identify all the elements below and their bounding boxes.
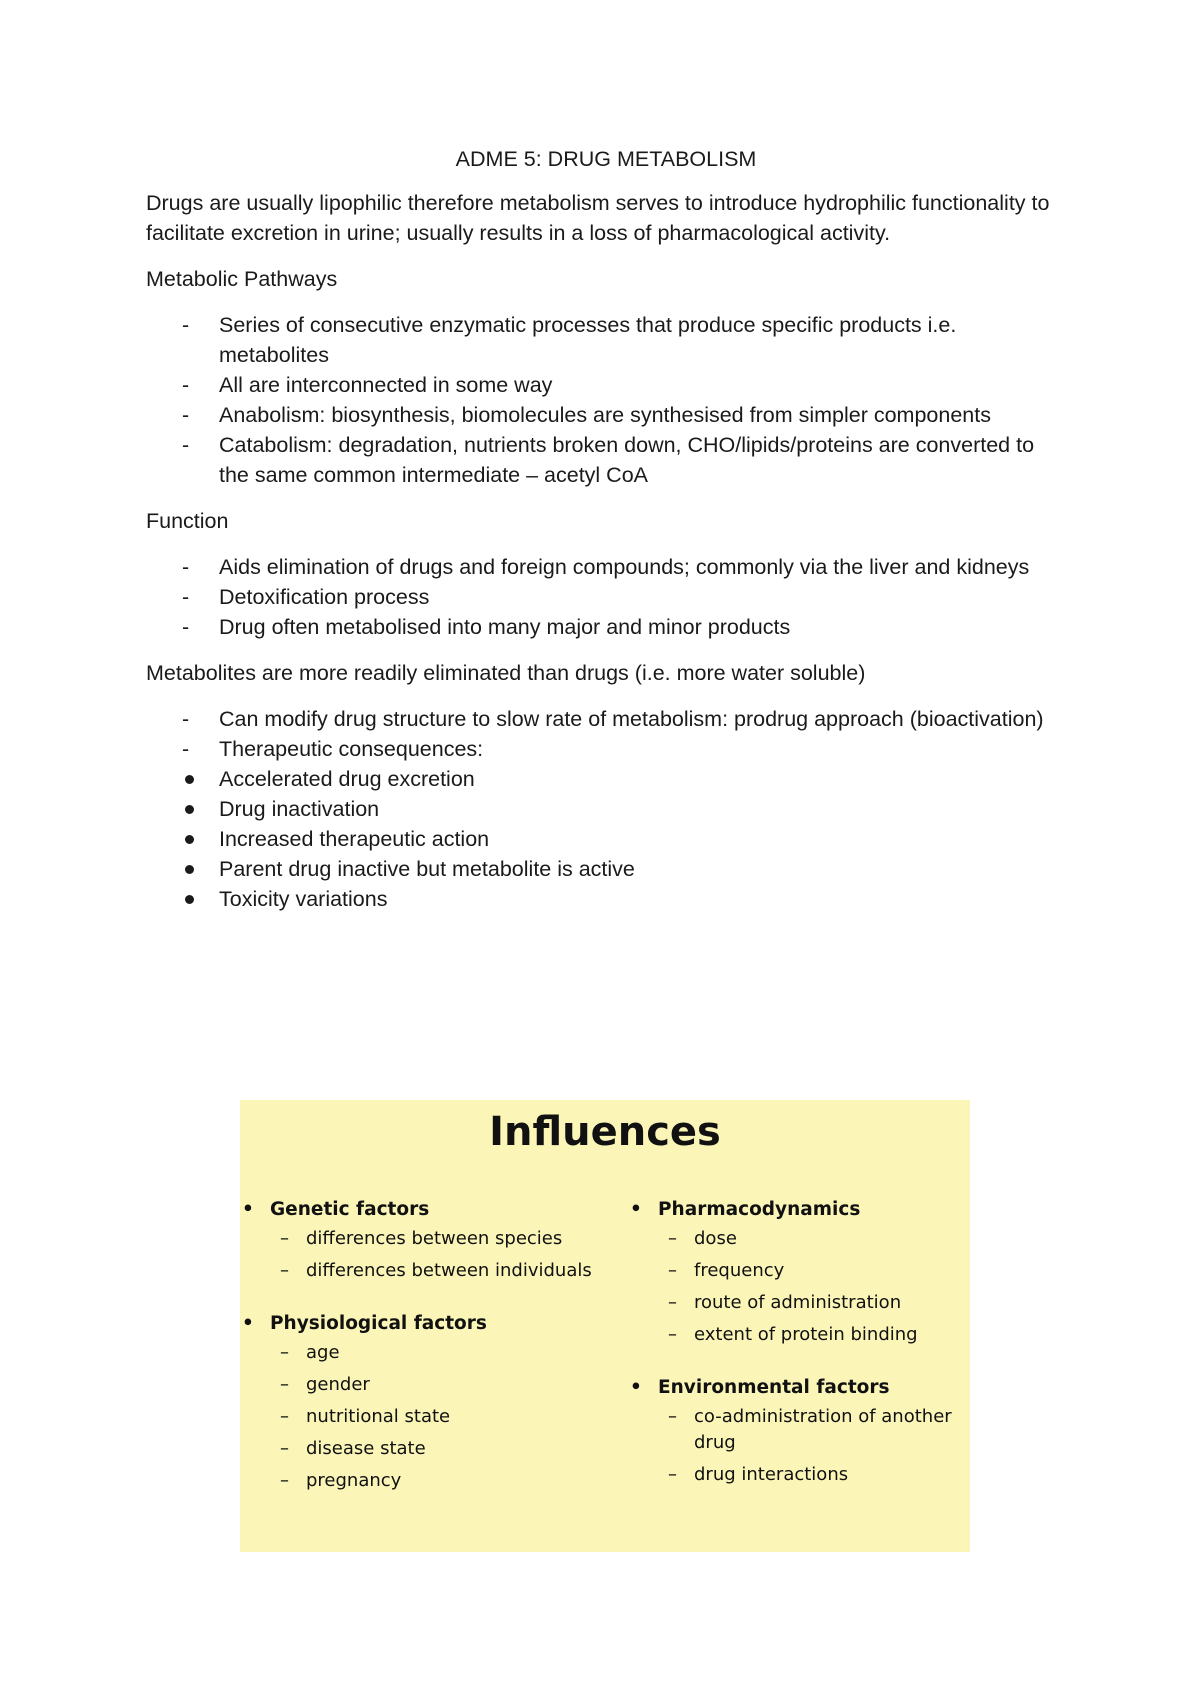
list-item-text: Drug often metabolised into many major and minor products <box>219 615 791 639</box>
list-item <box>219 884 1066 914</box>
group-heading <box>628 1374 968 1402</box>
list-item <box>146 552 1066 582</box>
dash-marker: – <box>280 1470 289 1491</box>
group-items <box>240 1340 620 1494</box>
dash-marker: - <box>182 555 190 579</box>
list-item-text: Aids elimination of drugs and foreign compounds; commonly via the liver and kidneys <box>219 555 1030 579</box>
physiological-factors-group <box>240 1310 620 1494</box>
list-item-text: pregnancy <box>306 1470 402 1491</box>
list-item <box>240 1436 620 1462</box>
dash-marker: - <box>182 585 190 609</box>
list-item <box>240 1340 620 1366</box>
list-item <box>240 1372 620 1398</box>
list-item <box>219 854 1066 884</box>
dash-marker: – <box>280 1438 289 1459</box>
group-heading-text: Environmental factors <box>658 1377 890 1398</box>
list-item <box>146 582 1066 612</box>
list-item <box>628 1290 968 1316</box>
dash-marker: – <box>280 1260 289 1281</box>
metabolic-pathways-list <box>146 310 1066 490</box>
list-item-text: Series of consecutive enzymatic processes that produce specific products i.e. metabolites <box>219 313 957 367</box>
document-title: ADME 5: DRUG METABOLISM <box>455 147 757 171</box>
dash-marker: – <box>668 1406 677 1427</box>
bullet-icon: • <box>630 1199 642 1220</box>
list-item <box>240 1404 620 1430</box>
list-item <box>146 612 1066 642</box>
dash-marker: – <box>668 1464 677 1485</box>
dash-marker: – <box>280 1228 289 1249</box>
dash-marker: - <box>182 707 190 731</box>
list-item <box>628 1322 968 1348</box>
environmental-factors-group <box>628 1374 968 1488</box>
slide-right-column <box>628 1196 968 1514</box>
dash-marker: - <box>182 313 190 337</box>
list-item-text: dose <box>694 1228 737 1249</box>
section-heading-function: Function <box>146 509 229 533</box>
dash-marker: – <box>280 1406 289 1427</box>
group-heading-text: Pharmacodynamics <box>658 1199 861 1220</box>
list-item <box>628 1258 968 1284</box>
list-item-text: Drug inactivation <box>219 797 380 821</box>
dash-marker: - <box>182 373 190 397</box>
pharmacodynamics-group <box>628 1196 968 1348</box>
list-item <box>240 1258 620 1284</box>
intro-paragraph: Drugs are usually lipophilic therefore metabolism serves to introduce hydrophilic functionality to facilitate excretion in urine; usually results in a loss of pharmacological activity. <box>146 191 1050 245</box>
dash-marker: – <box>668 1228 677 1249</box>
dash-marker: – <box>668 1292 677 1313</box>
list-item <box>146 400 1066 430</box>
list-item <box>219 764 1066 794</box>
list-item-text: Detoxification process <box>219 585 430 609</box>
list-item-text: age <box>306 1342 340 1363</box>
list-item-text: Can modify drug structure to slow rate of metabolism: prodrug approach (bioactivation) <box>219 707 1044 731</box>
dash-marker: – <box>668 1324 677 1345</box>
list-item-text: Increased therapeutic action <box>219 827 490 851</box>
list-item <box>240 1226 620 1252</box>
list-item-text: Accelerated drug excretion <box>219 767 475 791</box>
list-item-text: Parent drug inactive but metabolite is active <box>219 857 635 881</box>
list-item-text: nutritional state <box>306 1406 451 1427</box>
bullet-icon <box>185 775 194 784</box>
list-item <box>219 794 1066 824</box>
bullet-icon <box>185 865 194 874</box>
bullet-icon: • <box>630 1377 642 1398</box>
group-heading-text: Genetic factors <box>270 1199 430 1220</box>
list-item <box>146 734 1066 914</box>
list-item <box>628 1462 968 1488</box>
bullet-icon: • <box>242 1313 254 1334</box>
slide-left-column <box>240 1196 620 1520</box>
dash-marker: - <box>182 615 190 639</box>
document-body <box>146 144 1066 930</box>
bullet-icon <box>185 835 194 844</box>
list-item-text: Therapeutic consequences: <box>219 737 484 761</box>
dash-marker: - <box>182 433 190 457</box>
therapeutic-consequences-list <box>219 764 1066 914</box>
list-item-text: Anabolism: biosynthesis, biomolecules are synthesised from simpler components <box>219 403 991 427</box>
list-item-text: extent of protein binding <box>694 1324 918 1345</box>
list-item-text: co-administration of another drug <box>694 1406 952 1453</box>
section-heading-metabolic-pathways: Metabolic Pathways <box>146 267 338 291</box>
group-heading <box>240 1196 620 1224</box>
influences-slide-image <box>240 1100 970 1552</box>
group-heading <box>240 1310 620 1338</box>
section-heading-metabolites: Metabolites are more readily eliminated than drugs (i.e. more water soluble) <box>146 661 866 685</box>
bullet-icon <box>185 895 194 904</box>
list-item-text: disease state <box>306 1438 426 1459</box>
list-item <box>146 430 1066 490</box>
dash-marker: – <box>280 1342 289 1363</box>
group-heading-text: Physiological factors <box>270 1313 487 1334</box>
list-item <box>219 824 1066 854</box>
list-item <box>146 704 1066 734</box>
dash-marker: - <box>182 737 190 761</box>
slide-title: Influences <box>489 1109 721 1155</box>
list-item-text: route of administration <box>694 1292 902 1313</box>
list-item-text: differences between individuals <box>306 1260 592 1281</box>
list-item-text: differences between species <box>306 1228 563 1249</box>
list-item <box>628 1226 968 1252</box>
list-item-text: frequency <box>694 1260 785 1281</box>
dash-marker: - <box>182 403 190 427</box>
group-items <box>628 1404 968 1488</box>
list-item <box>628 1404 968 1456</box>
list-item-text: gender <box>306 1374 370 1395</box>
dash-marker: – <box>668 1260 677 1281</box>
list-item-text: Toxicity variations <box>219 887 388 911</box>
genetic-factors-group <box>240 1196 620 1284</box>
bullet-icon: • <box>242 1199 254 1220</box>
list-item-text: All are interconnected in some way <box>219 373 553 397</box>
list-item <box>146 310 1066 370</box>
list-item-text: drug interactions <box>694 1464 849 1485</box>
group-items <box>240 1226 620 1284</box>
list-item <box>240 1468 620 1494</box>
bullet-icon <box>185 805 194 814</box>
dash-marker: – <box>280 1374 289 1395</box>
list-item <box>146 370 1066 400</box>
group-heading <box>628 1196 968 1224</box>
list-item-text: Catabolism: degradation, nutrients broken down, CHO/lipids/proteins are converted to the same common intermediate – acetyl CoA <box>219 433 1035 487</box>
group-items <box>628 1226 968 1348</box>
function-list <box>146 552 1066 642</box>
metabolites-list <box>146 704 1066 914</box>
